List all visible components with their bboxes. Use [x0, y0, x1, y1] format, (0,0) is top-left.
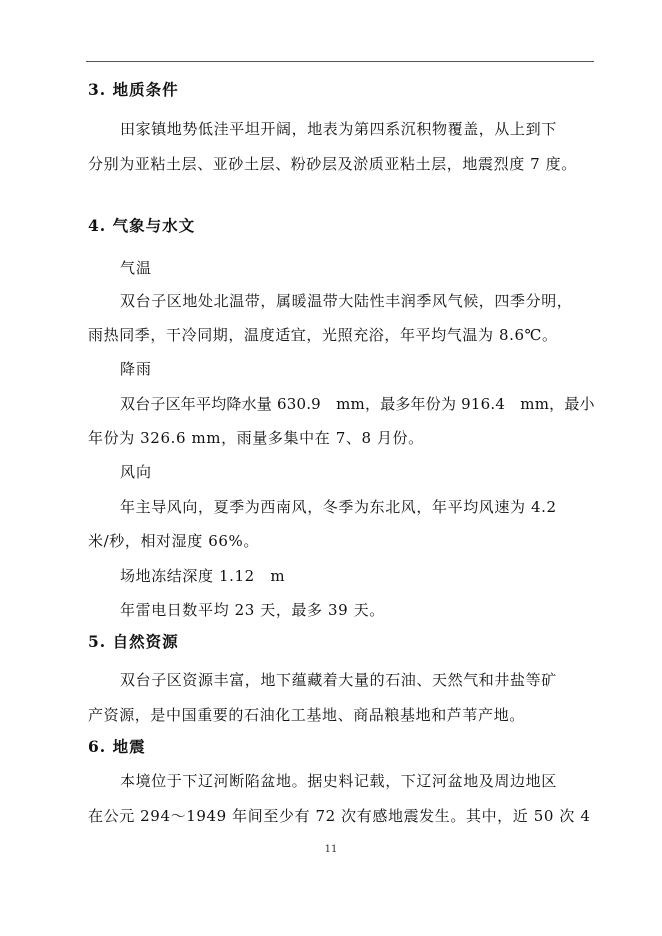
paragraph-line: 米/秒，相对湿度 66%。 — [88, 532, 259, 550]
paragraph-line: 田家镇地势低洼平坦开阔，地表为第四系沉积物覆盖，从上到下 — [120, 120, 557, 138]
subsection-label: 风向 — [120, 463, 153, 481]
paragraph-line: 年主导风向，夏季为西南风，冬季为东北风，年平均风速为 4.2 — [120, 498, 557, 516]
paragraph-line: 双台子区年平均降水量 630.9 mm，最多年份为 916.4 mm，最小 — [120, 395, 595, 413]
paragraph-line: 产资源，是中国重要的石油化工基地、商品粮基地和芦苇产地。 — [88, 706, 525, 724]
section-heading: 6. 地震 — [88, 737, 146, 756]
subsection-label: 降雨 — [120, 360, 153, 378]
section-heading: 3. 地质条件 — [88, 80, 179, 99]
section-heading: 5. 自然资源 — [88, 632, 179, 651]
paragraph-line: 双台子区资源丰富，地下蕴藏着大量的石油、天然气和井盐等矿 — [120, 671, 557, 689]
section-heading: 4. 气象与水文 — [88, 216, 196, 235]
paragraph-line: 本境位于下辽河断陷盆地。据史料记载，下辽河盆地及周边地区 — [120, 772, 557, 790]
subsection-label: 气温 — [120, 259, 153, 277]
page-number: 11 — [324, 844, 338, 855]
paragraph-line: 场地冻结深度 1.12 m — [120, 567, 286, 585]
header-rule — [86, 61, 594, 62]
paragraph-line: 雨热同季，干冷同期，温度适宜，光照充浴，年平均气温为 8.6℃。 — [88, 326, 558, 344]
paragraph-line: 分别为亚粘土层、亚砂土层、粉砂层及淤质亚粘土层，地震烈度 7 度。 — [88, 155, 577, 173]
paragraph-line: 双台子区地处北温带，属暖温带大陆性丰润季风气候，四季分明， — [120, 292, 573, 310]
paragraph-line: 年份为 326.6 mm，雨量多集中在 7、8 月份。 — [88, 429, 424, 447]
paragraph-line: 在公元 294～1949 年间至少有 72 次有感地震发生。其中，近 50 次 4 — [88, 807, 591, 825]
paragraph-line: 年雷电日数平均 23 天，最多 39 天。 — [120, 601, 385, 619]
